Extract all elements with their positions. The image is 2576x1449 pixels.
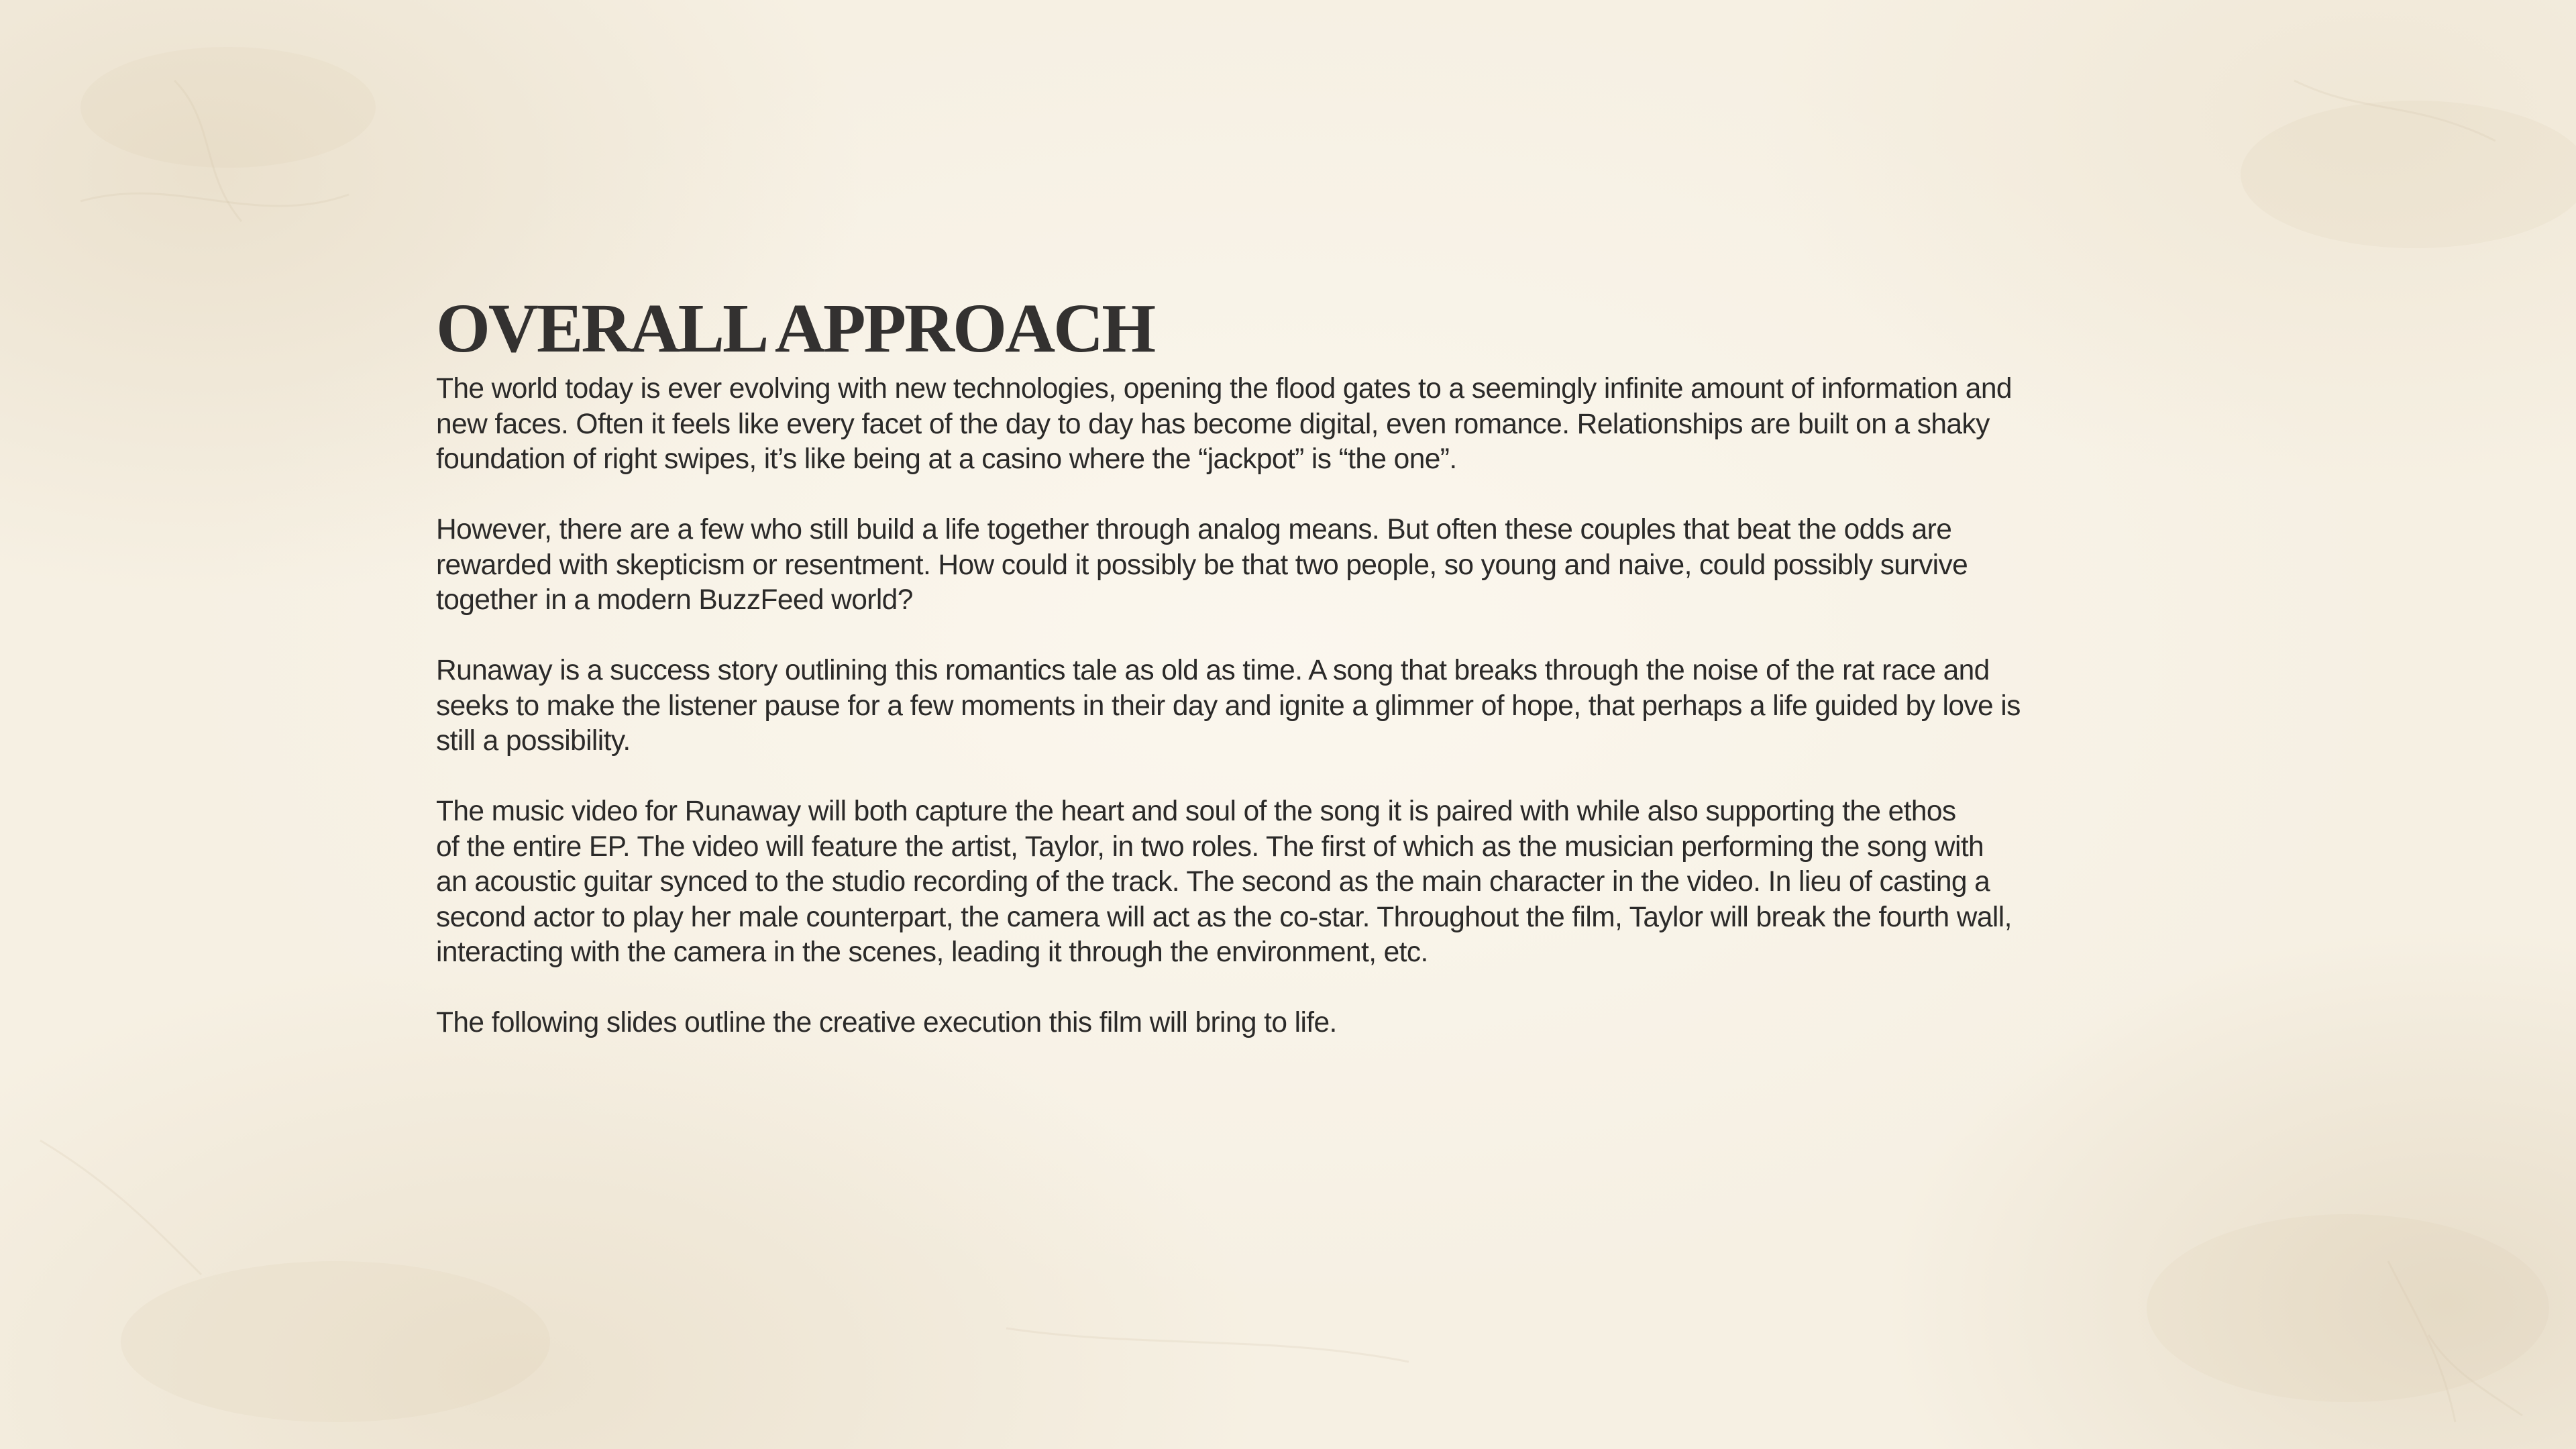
body-paragraph <box>436 794 2153 971</box>
paragraph-line: an acoustic guitar synced to the studio recording of the track. The second as the main character in the video. In lieu of casting a <box>436 866 1990 898</box>
paragraph-line: The music video for Runaway will both capture the heart and soul of the song it is paired with while also supporting the ethos <box>436 796 1956 827</box>
paragraph-line: second actor to play her male counterpart, the camera will act as the co-star. Throughout the film, Taylor will break the fourth wall, <box>436 901 2012 933</box>
paragraph-line: new faces. Often it feels like every facet of the day to day has become digital, even romance. Relationships are built on a shaky <box>436 408 1990 440</box>
paragraph-line: of the entire EP. The video will feature the artist, Taylor, in two roles. The first of which as the musician performing the song with <box>436 830 1984 863</box>
paragraph-line: together in a modern BuzzFeed world? <box>436 584 913 616</box>
body-paragraph <box>436 513 2153 619</box>
body-paragraph <box>436 1006 2153 1041</box>
paragraph-line: seeks to make the listener pause for a few moments in their day and ignite a glimmer of hope, that perhaps a life guided by love is <box>436 690 2021 722</box>
paragraph-line: However, there are a few who still build a life together through analog means. But often these couples that beat the odds are <box>436 514 1952 545</box>
body-paragraph <box>436 653 2153 759</box>
paragraph-line: The world today is ever evolving with new technologies, opening the flood gates to a seemingly infinite amount of information and <box>436 373 2012 405</box>
paragraph-line: still a possibility. <box>436 725 631 757</box>
paragraph-line: Runaway is a success story outlining this romantics tale as old as time. A song that breaks through the noise of the rat race and <box>436 655 1990 686</box>
paragraph-line: foundation of right swipes, it’s like being at a casino where the “jackpot” is “the one”. <box>436 443 1457 475</box>
body-paragraph <box>436 372 2153 478</box>
paragraph-line: rewarded with skepticism or resentment. How could it possibly be that two people, so young and naive, could possibly survive <box>436 549 1968 581</box>
paragraph-line: The following slides outline the creative execution this film will bring to life. <box>436 1007 1337 1038</box>
slide-content <box>436 290 2153 1076</box>
slide-title: OVERALL APPROACH <box>436 290 1155 367</box>
body-text <box>436 372 2153 1041</box>
paragraph-line: interacting with the camera in the scenes, leading it through the environment, etc. <box>436 936 1428 968</box>
